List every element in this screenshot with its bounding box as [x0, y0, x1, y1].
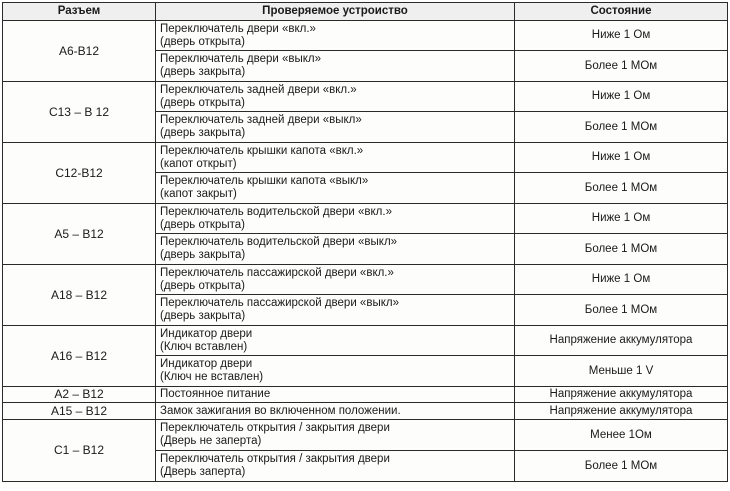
device-condition: (дверь закрыта) — [160, 127, 246, 139]
connector-cell: A6-B12 — [3, 21, 156, 82]
device-name: Переключатель пассажирской двери «вкл.» — [160, 266, 394, 279]
document-page — [2, 2, 728, 489]
device-condition: (капот открыт) — [160, 157, 237, 170]
connector-cell: A2 – B12 — [3, 387, 156, 403]
state-cell: Напряжение аккумулятора — [515, 403, 728, 420]
table-row — [3, 21, 728, 51]
state-cell: Более 1 МОм — [515, 51, 728, 82]
device-name: Переключатель двери «вкл.» — [160, 22, 316, 35]
device-cell — [156, 356, 515, 387]
state-cell: Ниже 1 Ом — [515, 143, 728, 173]
device-condition: (дверь открыта) — [160, 279, 245, 292]
connector-cell: C12-B12 — [3, 143, 156, 204]
device-name: Переключатель крышки капота «вкл.» — [160, 144, 364, 157]
table-row — [3, 265, 728, 295]
device-condition: (дверь закрыта) — [160, 66, 246, 78]
table-row — [3, 326, 728, 356]
device-condition: (Дверь заперта) — [160, 466, 246, 478]
device-cell — [156, 112, 515, 143]
device-name: Переключатель пассажирской двери «выкл» — [160, 297, 399, 309]
table-row — [3, 82, 728, 112]
connector-cell: C13 – B 12 — [3, 82, 156, 143]
table-row — [3, 403, 728, 420]
state-cell: Ниже 1 Ом — [515, 204, 728, 234]
connector-cell: C1 – B12 — [3, 420, 156, 482]
table-row — [3, 420, 728, 451]
state-cell: Ниже 1 Ом — [515, 21, 728, 51]
device-name: Замок зажигания во включенном положении. — [160, 404, 401, 417]
device-name: Переключатель водительской двери «выкл» — [160, 236, 398, 248]
device-condition: (дверь закрыта) — [160, 310, 246, 322]
device-cell — [156, 265, 515, 295]
state-cell: Меньше 1 V — [515, 356, 728, 387]
device-name: Переключатель открытия / закрытия двери — [160, 453, 390, 465]
device-name: Переключатель открытия / закрытия двери — [160, 422, 390, 434]
device-condition: (Дверь не заперта) — [160, 435, 262, 447]
device-cell — [156, 82, 515, 112]
device-condition: (Ключ вставлен) — [160, 340, 248, 353]
device-cell — [156, 295, 515, 326]
connector-cell: A5 – B12 — [3, 204, 156, 265]
device-name: Индикатор двери — [160, 358, 253, 370]
state-cell: Менее 1Ом — [515, 420, 728, 451]
device-cell — [156, 451, 515, 482]
device-name: Переключатель задней двери «выкл» — [160, 114, 362, 126]
state-cell: Более 1 МОм — [515, 173, 728, 204]
device-condition: (капот закрыт) — [160, 188, 237, 200]
state-cell: Ниже 1 Ом — [515, 265, 728, 295]
device-cell — [156, 420, 515, 451]
device-condition: (дверь закрыта) — [160, 249, 246, 261]
table-row — [3, 387, 728, 403]
device-cell — [156, 326, 515, 356]
device-cell — [156, 403, 515, 420]
device-name: Переключатель крышки капота «выкл» — [160, 175, 369, 187]
table-row — [3, 204, 728, 234]
header-state: Состояние — [515, 3, 728, 21]
header-device: Проверяемое устроиство — [156, 3, 515, 21]
connector-cell: A16 – B12 — [3, 326, 156, 387]
state-cell: Напряжение аккумулятора — [515, 326, 728, 356]
device-cell — [156, 234, 515, 265]
table-header-row — [3, 3, 728, 21]
table-row — [3, 143, 728, 173]
state-cell: Напряжение аккумулятора — [515, 387, 728, 403]
header-connector: Разъем — [3, 3, 156, 21]
connector-cell: A18 – B12 — [3, 265, 156, 326]
device-name: Переключатель водительской двери «вкл.» — [160, 205, 392, 218]
device-condition: (дверь открыта) — [160, 96, 245, 109]
device-condition: (дверь открыта) — [160, 218, 245, 231]
device-cell — [156, 204, 515, 234]
device-cell — [156, 173, 515, 204]
state-cell: Ниже 1 Ом — [515, 82, 728, 112]
state-cell: Более 1 МОм — [515, 295, 728, 326]
state-cell: Более 1 МОм — [515, 112, 728, 143]
device-name: Индикатор двери — [160, 327, 253, 340]
device-condition: (Ключ не вставлен) — [160, 371, 264, 383]
device-cell — [156, 21, 515, 51]
connector-cell: A15 – B12 — [3, 403, 156, 420]
device-cell — [156, 143, 515, 173]
device-name: Переключатель двери «выкл» — [160, 53, 322, 65]
continuity-check-table — [2, 2, 728, 482]
device-name: Постоянное питание — [160, 388, 271, 400]
state-cell: Более 1 МОм — [515, 234, 728, 265]
device-condition: (дверь открыта) — [160, 35, 245, 48]
device-cell — [156, 51, 515, 82]
device-name: Переключатель задней двери «вкл.» — [160, 83, 357, 96]
device-cell — [156, 387, 515, 403]
state-cell: Более 1 МОм — [515, 451, 728, 482]
